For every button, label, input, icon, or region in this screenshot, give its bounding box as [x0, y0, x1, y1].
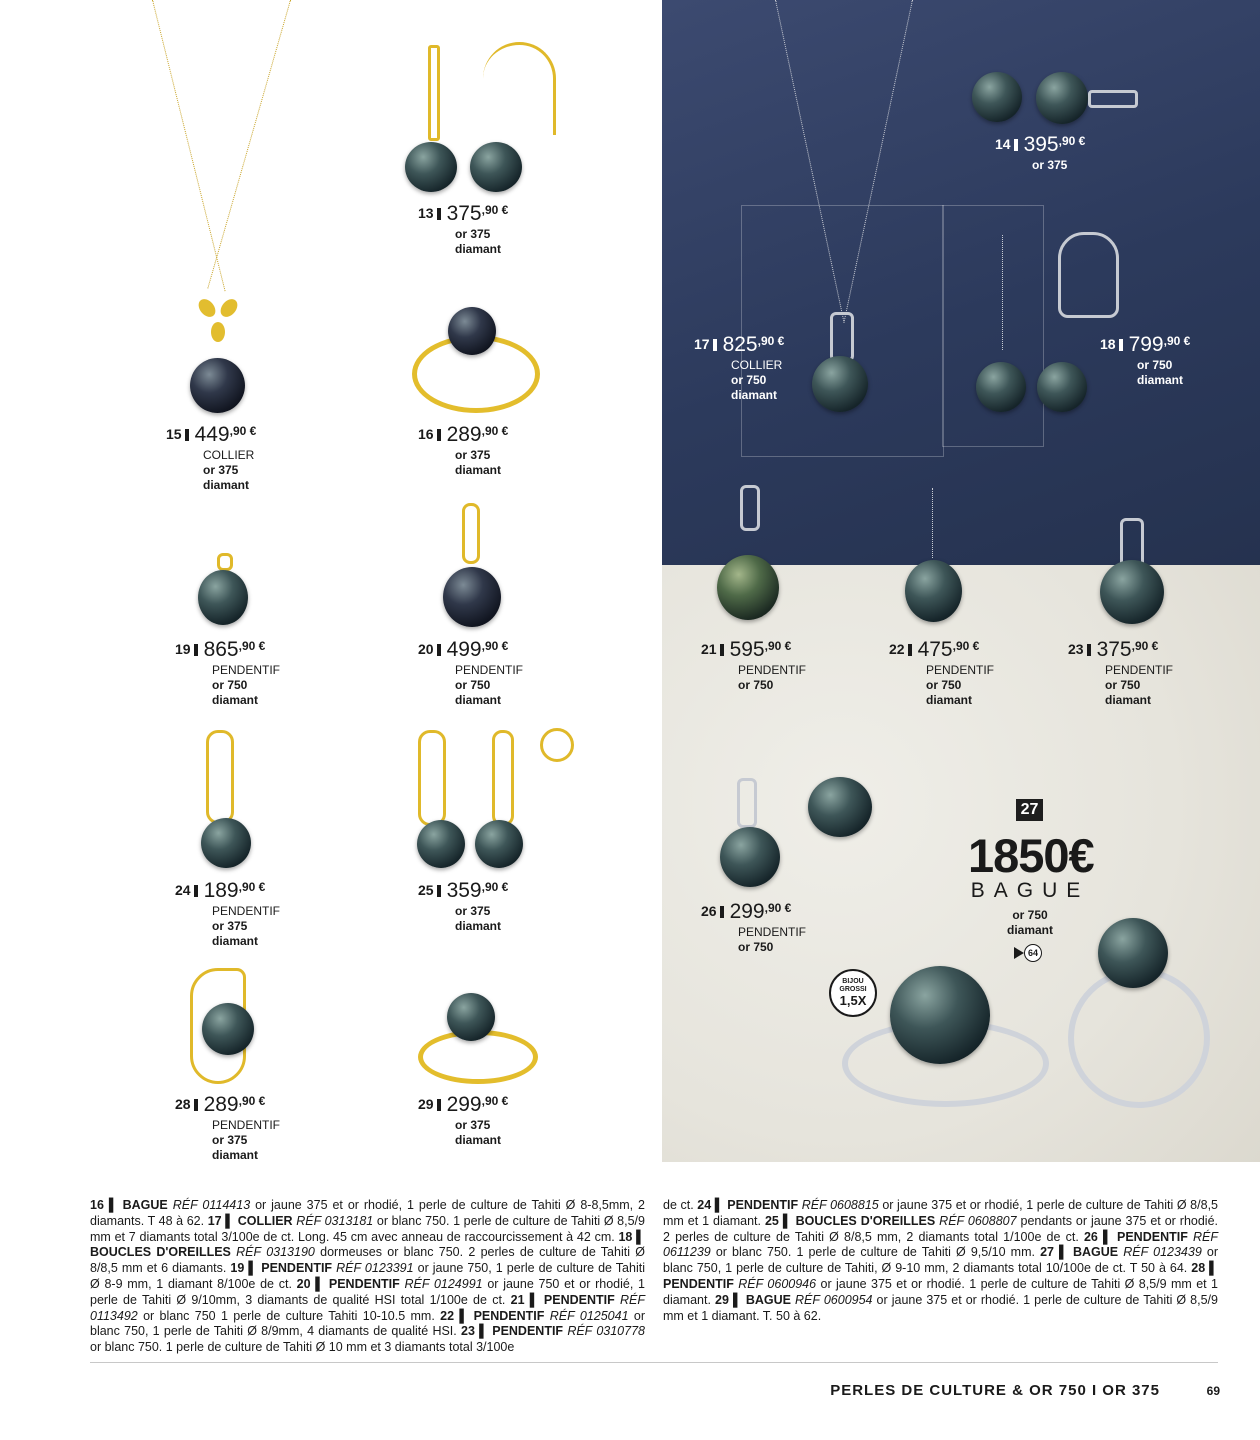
description-reference: RÉF 0611239	[663, 1229, 1218, 1260]
price: 299	[729, 900, 765, 923]
description-heading: 26 ▌ PENDENTIF	[1083, 1229, 1193, 1244]
description-text: or blanc 750 1 perle de culture Tahiti 10-10.5 mm.	[137, 1308, 441, 1323]
separator-bar	[713, 339, 717, 351]
description-reference: RÉF 0123391	[336, 1261, 414, 1276]
price: 449	[194, 423, 230, 446]
product-number: 17	[694, 336, 710, 352]
description-heading: 22 ▌ PENDENTIF	[440, 1308, 550, 1323]
product-metal: or 375	[212, 1133, 248, 1147]
product-type: COLLIER	[731, 358, 783, 372]
price: 825	[722, 333, 758, 356]
zoom-badge	[829, 969, 877, 1017]
page-reference-number: 64	[1024, 944, 1042, 962]
product-stone: diamant	[455, 1133, 502, 1147]
price: 359	[446, 879, 482, 902]
product-metal: or 750	[1105, 678, 1141, 692]
description-reference: RÉF 0310778	[567, 1324, 645, 1339]
price: 799	[1128, 333, 1164, 356]
product-25	[418, 876, 508, 934]
product-metal: or 750	[455, 678, 491, 692]
product-metal: or 375	[203, 463, 239, 477]
footer-divider	[90, 1362, 1218, 1363]
price-cents: ,90 €	[757, 334, 785, 348]
price-cents: ,90 €	[481, 639, 509, 653]
description-reference: RÉF 0125041	[549, 1308, 629, 1323]
price-cents: ,90 €	[481, 880, 509, 894]
price-cents: ,90 €	[481, 424, 509, 438]
price: 595	[729, 638, 765, 661]
product-number: 15	[166, 426, 182, 442]
product-metal: or 375	[212, 919, 248, 933]
featured-product-name: BAGUE	[970, 879, 1090, 902]
description-heading: 24 ▌ PENDENTIF	[697, 1198, 802, 1212]
featured-metal: or 750	[1012, 908, 1048, 922]
featured-price: 1850€	[968, 829, 1094, 882]
description-text: or jaune 750, 1 perle de culture de Tahiti Ø 8-9 mm, 1 diamant 8/100e de ct.	[90, 1261, 645, 1291]
price-cents: ,90 €	[764, 639, 792, 653]
description-text: de ct.	[663, 1198, 698, 1212]
product-stone: diamant	[212, 693, 259, 707]
product-type: PENDENTIF	[212, 1118, 281, 1132]
product-metal: or 375	[455, 448, 491, 462]
price: 395	[1023, 133, 1059, 156]
product-metal: or 750	[1137, 358, 1173, 372]
description-text: or jaune 375 et or rhodié, 1 perle de culture de Tahiti Ø 8/8,5 mm et 1 diamant.	[663, 1198, 1218, 1228]
description-heading: 19 ▌ PENDENTIF	[230, 1261, 337, 1276]
product-metal: or 750	[212, 678, 248, 692]
product-20	[418, 635, 523, 708]
description-heading: 23 ▌ PENDENTIF	[461, 1324, 568, 1339]
product-metal: or 375	[455, 227, 491, 241]
description-text: or jaune 375 et or rhodié, 1 perle de culture de Tahiti Ø 8-8,5mm, 2 diamants. T 48 à 62.	[90, 1198, 646, 1228]
separator-bar	[437, 1099, 441, 1111]
price: 189	[203, 879, 239, 902]
separator-bar	[437, 885, 441, 897]
product-metal: or 750	[926, 678, 962, 692]
product-13	[418, 199, 508, 257]
page-number: 69	[1206, 1384, 1220, 1398]
product-24	[175, 876, 280, 949]
product-number: 18	[1100, 336, 1116, 352]
description-heading: 20 ▌ PENDENTIF	[296, 1276, 405, 1291]
product-number: 16	[418, 426, 434, 442]
description-heading: 28 ▌ PENDENTIF	[663, 1261, 1219, 1291]
price: 375	[446, 202, 482, 225]
description-reference: RÉF 0600954	[795, 1292, 873, 1307]
description-text: dormeuses or blanc 750. 2 perles de culture de Tahiti Ø 8/8,5 mm et 6 diamants.	[90, 1245, 645, 1276]
separator-bar	[194, 1099, 198, 1111]
description-text: or jaune 375 et or rhodié. 1 perle de culture de Tahiti Ø 8,5/9 mm et 1 diamant. T. 50 à 62.	[663, 1292, 1218, 1323]
description-heading: 18 ▌ BOUCLES D'OREILLES	[90, 1229, 646, 1260]
price-cents: ,90 €	[764, 901, 792, 915]
product-stone: diamant	[455, 693, 502, 707]
product-number: 23	[1068, 641, 1084, 657]
description-column-right	[663, 1198, 1218, 1324]
description-heading: 17 ▌ COLLIER	[207, 1213, 297, 1228]
price-cents: ,90 €	[1131, 639, 1159, 653]
description-text: or jaune 375 et or rhodié. 1 perle de culture de Tahiti Ø 8,5/9 mm et 1 diamant.	[663, 1276, 1218, 1307]
product-number: 20	[418, 641, 434, 657]
description-reference: RÉF 0123439	[1123, 1245, 1202, 1260]
zoom-badge-line2: GROSSI	[839, 986, 867, 993]
zoom-badge-line1: BIJOU	[842, 978, 864, 985]
product-18	[1100, 330, 1190, 388]
product-metal: or 375	[455, 1118, 491, 1132]
product-26	[701, 897, 806, 955]
product-stone: diamant	[455, 919, 502, 933]
description-text: or blanc 750. 1 perle de culture de Tahiti Ø 10 mm et 3 diamants total 3/100e	[90, 1340, 515, 1355]
product-19	[175, 635, 280, 708]
product-number: 24	[175, 882, 191, 898]
product-stone: diamant	[455, 242, 502, 256]
product-number: 29	[418, 1096, 434, 1112]
price-cents: ,90 €	[238, 1094, 266, 1108]
description-text: or jaune 750 et or rhodié, 1 perle de Tahiti Ø 9/10mm, 3 diamants de qualité HSI total 1/100e de ct.	[90, 1276, 645, 1307]
product-stone: diamant	[1105, 693, 1152, 707]
product-type: PENDENTIF	[455, 663, 524, 677]
price-cents: ,90 €	[481, 1094, 509, 1108]
product-number: 22	[889, 641, 905, 657]
product-17	[694, 330, 784, 403]
product-15	[166, 420, 256, 493]
description-heading: 29 ▌ BAGUE	[715, 1292, 796, 1307]
description-heading: 25 ▌ BOUCLES D'OREILLES	[764, 1213, 940, 1228]
separator-bar	[1087, 644, 1091, 656]
price: 499	[446, 638, 482, 661]
product-28	[175, 1090, 280, 1163]
separator-bar	[194, 885, 198, 897]
featured-stone: diamant	[1006, 923, 1053, 937]
featured-number-badge: 27	[1016, 799, 1043, 821]
product-metal: or 375	[1032, 158, 1068, 172]
product-stone: diamant	[203, 478, 250, 492]
description-heading: 16 ▌ BAGUE	[90, 1198, 173, 1212]
separator-bar	[437, 429, 441, 441]
separator-bar	[437, 208, 441, 220]
description-text: pendants or jaune 375 et or rhodié. 2 perles de culture de Tahiti Ø 8/8,5 mm, 2 diamants total 1/100e de ct.	[663, 1213, 1219, 1244]
description-reference: RÉF 0113492	[90, 1292, 645, 1323]
price-cents: ,90 €	[238, 639, 266, 653]
product-16	[418, 420, 508, 478]
product-number: 19	[175, 641, 191, 657]
price: 475	[917, 638, 953, 661]
separator-bar	[185, 429, 189, 441]
description-reference: RÉF 0114413	[172, 1198, 251, 1212]
description-reference: RÉF 0608807	[939, 1213, 1017, 1228]
description-reference: RÉF 0600946	[738, 1276, 817, 1291]
product-29	[418, 1090, 508, 1148]
price-cents: ,90 €	[1163, 334, 1191, 348]
description-text: or blanc 750. 1 perle de culture de Tahiti Ø 9,5/10 mm.	[710, 1245, 1041, 1260]
price: 865	[203, 638, 239, 661]
product-14	[995, 130, 1085, 173]
price-cents: ,90 €	[1058, 134, 1086, 148]
price-cents: ,90 €	[952, 639, 980, 653]
separator-bar	[720, 906, 724, 918]
description-text: or blanc 750. 1 perle de culture de Tahiti Ø 8,5/9 mm et 7 diamants total 3/100e de ct. Long. 45 cm avec anneau de raccourcissement à 42 cm.	[90, 1213, 645, 1244]
product-stone: diamant	[926, 693, 973, 707]
separator-bar	[720, 644, 724, 656]
product-number: 26	[701, 903, 717, 919]
product-number: 14	[995, 136, 1011, 152]
product-type: PENDENTIF	[212, 904, 281, 918]
price: 299	[446, 1093, 482, 1116]
description-text: or blanc 750, 1 perle de culture de Tahiti, Ø 9-10 mm, 2 diamants total 10/100e de ct. T 50 à 64.	[663, 1245, 1218, 1276]
product-type: COLLIER	[203, 448, 255, 462]
description-reference: RÉF 0608815	[801, 1198, 879, 1212]
product-stone: diamant	[731, 388, 778, 402]
product-type: PENDENTIF	[212, 663, 281, 677]
price-cents: ,90 €	[229, 424, 257, 438]
separator-bar	[194, 644, 198, 656]
product-number: 13	[418, 205, 434, 221]
description-heading: 27 ▌ BAGUE	[1040, 1245, 1124, 1260]
description-reference: RÉF 0313190	[236, 1245, 315, 1260]
product-stone: diamant	[455, 463, 502, 477]
description-reference: RÉF 0313181	[296, 1213, 374, 1228]
description-reference: RÉF 0124991	[404, 1276, 483, 1291]
product-metal: or 750	[738, 940, 774, 954]
product-type: PENDENTIF	[738, 925, 807, 939]
product-number: 28	[175, 1096, 191, 1112]
product-stone: diamant	[212, 934, 259, 948]
separator-bar	[1119, 339, 1123, 351]
product-metal: or 750	[731, 373, 767, 387]
product-metal: or 750	[738, 678, 774, 692]
footer-title: PERLES DE CULTURE & OR 750 I OR 375	[830, 1382, 1160, 1399]
description-text: or blanc 750, 1 perle de Tahiti Ø 8/9mm, 4 diamants de qualité HSI.	[90, 1308, 645, 1339]
separator-bar	[908, 644, 912, 656]
product-22	[889, 635, 994, 708]
product-metal: or 375	[455, 904, 491, 918]
price: 375	[1096, 638, 1132, 661]
separator-bar	[1014, 139, 1018, 151]
product-type: PENDENTIF	[738, 663, 807, 677]
price-cents: ,90 €	[238, 880, 266, 894]
description-heading: 21 ▌ PENDENTIF	[510, 1292, 620, 1307]
arrow-icon	[1014, 947, 1024, 959]
description-column-left	[90, 1198, 645, 1356]
product-21	[701, 635, 806, 693]
page-reference-icon	[1014, 944, 1044, 962]
product-type: PENDENTIF	[926, 663, 995, 677]
price-cents: ,90 €	[481, 203, 509, 217]
price: 289	[446, 423, 482, 446]
product-number: 21	[701, 641, 717, 657]
price: 289	[203, 1093, 239, 1116]
product-stone: diamant	[1137, 373, 1184, 387]
separator-bar	[437, 644, 441, 656]
product-stone: diamant	[212, 1148, 259, 1162]
product-number: 25	[418, 882, 434, 898]
product-23	[1068, 635, 1173, 708]
zoom-badge-value: 1,5X	[839, 993, 867, 1008]
product-type: PENDENTIF	[1105, 663, 1174, 677]
